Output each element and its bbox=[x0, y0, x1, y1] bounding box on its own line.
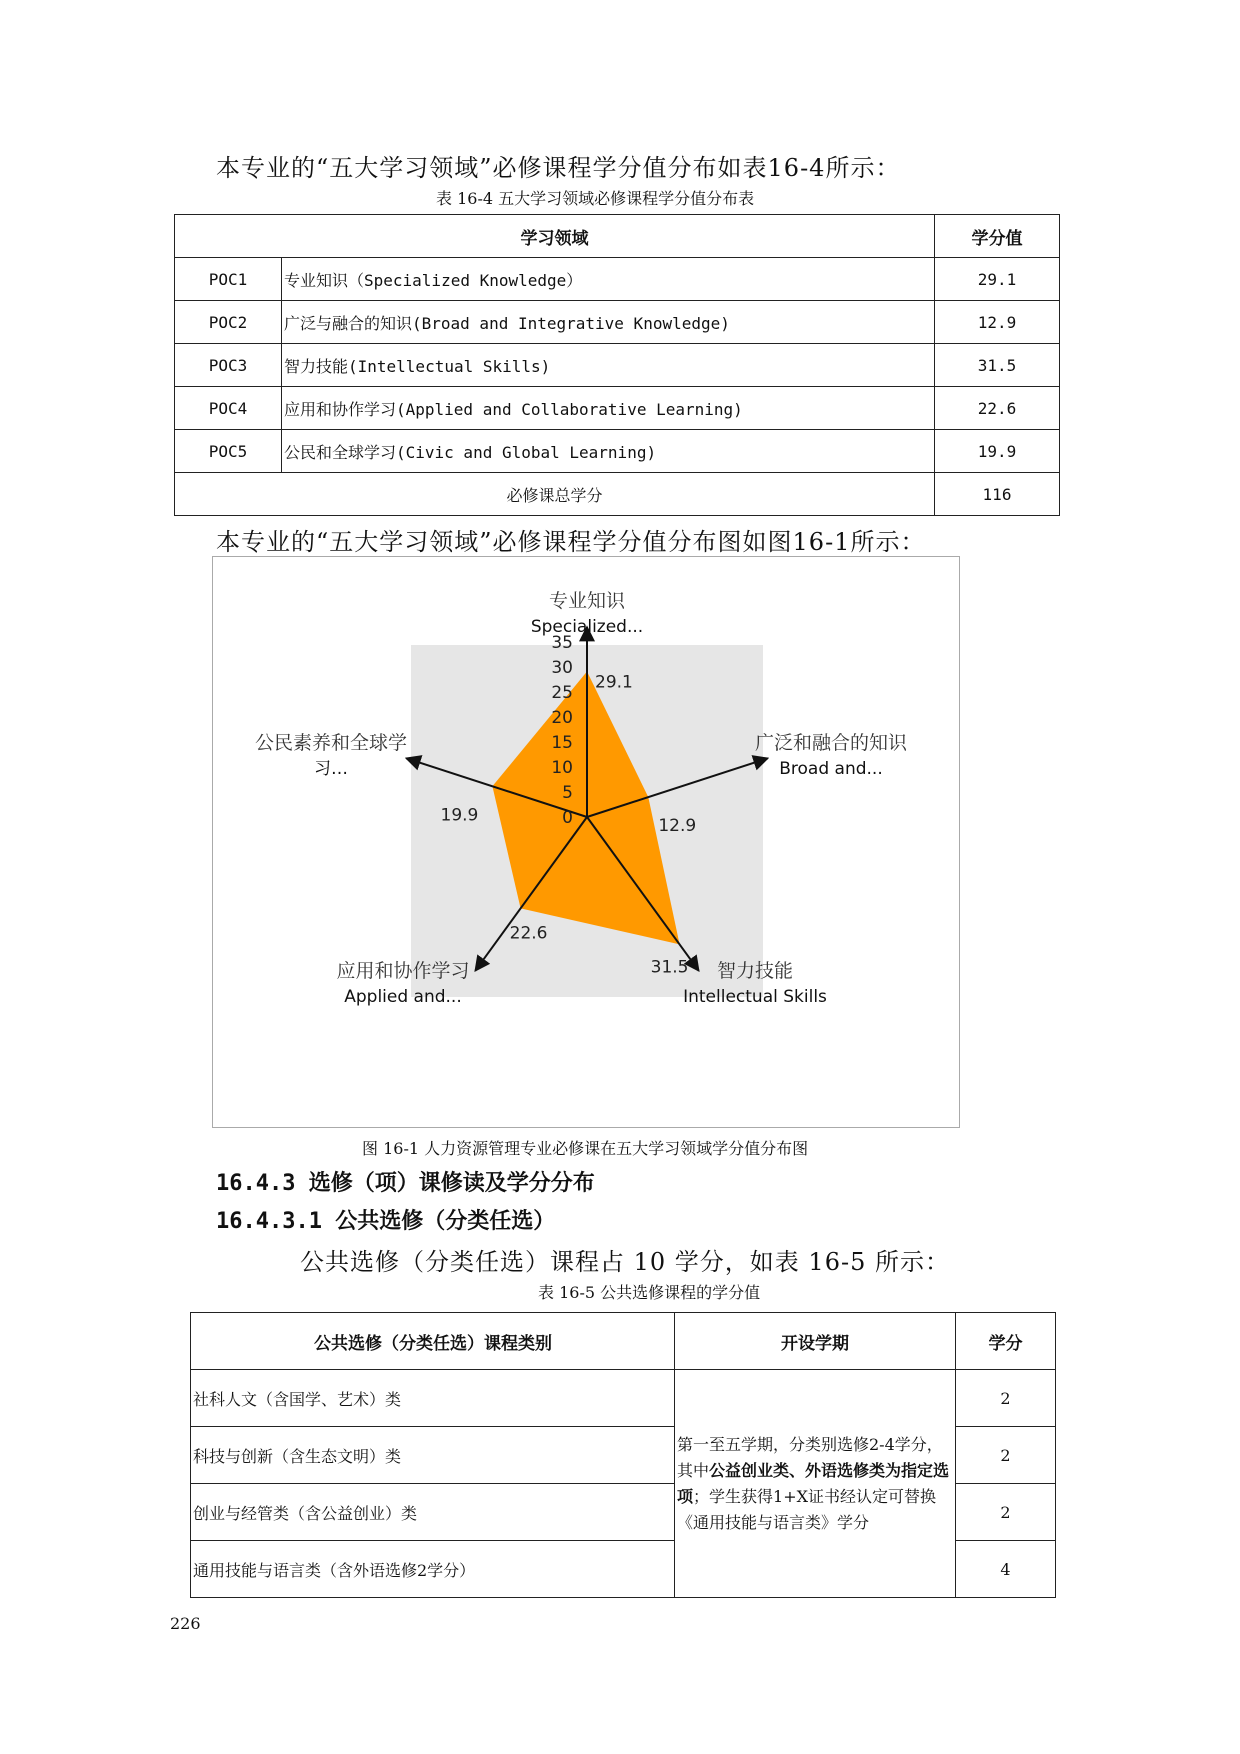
axis-label-cn: 广泛和融合的知识 bbox=[754, 732, 908, 754]
axis-label-en: Broad and... bbox=[779, 759, 883, 779]
tick-label: 35 bbox=[551, 633, 573, 653]
row-code: POC4 bbox=[175, 387, 282, 430]
table-header-row bbox=[191, 1313, 1056, 1370]
row-code: POC2 bbox=[175, 301, 282, 344]
header-value: 学分值 bbox=[935, 215, 1060, 258]
axis-label-en: 习… bbox=[314, 759, 348, 779]
table-row bbox=[175, 301, 1060, 344]
table-16-5 bbox=[190, 1312, 1056, 1598]
term-post: ；学生获得1+X证书经认定可替换《通用技能与语言类》学分 bbox=[677, 1486, 936, 1532]
row-area: 广泛与融合的知识(Broad and Integrative Knowledge) bbox=[282, 301, 935, 344]
table-16-4 bbox=[174, 214, 1060, 516]
header-term: 开设学期 bbox=[675, 1313, 956, 1370]
row-category: 创业与经管类（含公益创业）类 bbox=[191, 1484, 675, 1541]
row-category: 通用技能与语言类（含外语选修2学分） bbox=[191, 1541, 675, 1598]
value-label: 19.9 bbox=[440, 805, 479, 826]
tick-label: 25 bbox=[551, 683, 573, 703]
row-value: 31.5 bbox=[935, 344, 1060, 387]
intro-paragraph-1: 本专业的“五大学习领域”必修课程学分值分布如表16-4所示： bbox=[216, 154, 901, 182]
intro-paragraph-2: 本专业的“五大学习领域”必修课程学分值分布图如图16-1所示： bbox=[216, 528, 926, 556]
section-heading-16-4-3-1: 16.4.3.1 公共选修（分类任选） bbox=[216, 1209, 556, 1234]
row-credit: 2 bbox=[956, 1484, 1056, 1541]
total-label: 必修课总学分 bbox=[175, 473, 935, 516]
tick-label: 30 bbox=[551, 658, 573, 678]
row-area: 智力技能(Intellectual Skills) bbox=[282, 344, 935, 387]
page-number: 226 bbox=[170, 1614, 201, 1633]
row-value: 19.9 bbox=[935, 430, 1060, 473]
chart-frame bbox=[212, 556, 960, 1128]
row-credit: 4 bbox=[956, 1541, 1056, 1598]
radar-chart bbox=[213, 557, 959, 1127]
term-bold: 公益创业类、外语选修类为指定选项 bbox=[677, 1460, 950, 1506]
axis-label-cn: 专业知识 bbox=[548, 590, 626, 612]
row-area: 应用和协作学习(Applied and Collaborative Learning) bbox=[282, 387, 935, 430]
axis-label-cn: 应用和协作学习 bbox=[336, 960, 470, 982]
row-value: 22.6 bbox=[935, 387, 1060, 430]
total-value: 116 bbox=[935, 473, 1060, 516]
header-credit: 学分 bbox=[956, 1313, 1056, 1370]
table-16-5-caption: 表 16-5 公共选修课程的学分值 bbox=[538, 1283, 761, 1302]
row-category: 科技与创新（含生态文明）类 bbox=[191, 1427, 675, 1484]
table-row bbox=[191, 1370, 1056, 1427]
row-area: 公民和全球学习(Civic and Global Learning) bbox=[282, 430, 935, 473]
total-row bbox=[175, 473, 1060, 516]
value-label: 22.6 bbox=[509, 923, 548, 944]
tick-label: 5 bbox=[562, 783, 573, 803]
row-category: 社科人文（含国学、艺术）类 bbox=[191, 1370, 675, 1427]
row-value: 12.9 bbox=[935, 301, 1060, 344]
value-label: 31.5 bbox=[650, 957, 689, 978]
figure-16-1-caption: 图 16-1 人力资源管理专业必修课在五大学习领域学分值分布图 bbox=[362, 1139, 809, 1158]
value-label: 12.9 bbox=[658, 816, 697, 837]
term-cell bbox=[675, 1370, 956, 1598]
table-row bbox=[175, 344, 1060, 387]
axis-label-cn: 智力技能 bbox=[716, 960, 794, 982]
value-label: 29.1 bbox=[595, 672, 633, 693]
section-heading-16-4-3: 16.4.3 选修（项）课修读及学分分布 bbox=[216, 1171, 595, 1196]
header-area: 学习领域 bbox=[175, 215, 935, 258]
table-header-row bbox=[175, 215, 1060, 258]
row-value: 29.1 bbox=[935, 258, 1060, 301]
header-category: 公共选修（分类任选）课程类别 bbox=[191, 1313, 675, 1370]
axis-label-cn: 公民素养和全球学 bbox=[254, 732, 408, 754]
row-credit: 2 bbox=[956, 1427, 1056, 1484]
row-code: POC5 bbox=[175, 430, 282, 473]
table-16-4-caption: 表 16-4 五大学习领域必修课程学分值分布表 bbox=[436, 189, 755, 208]
tick-label: 20 bbox=[551, 708, 573, 728]
row-code: POC3 bbox=[175, 344, 282, 387]
row-code: POC1 bbox=[175, 258, 282, 301]
row-credit: 2 bbox=[956, 1370, 1056, 1427]
axis-label-en: Specialized... bbox=[530, 617, 644, 637]
row-area: 专业知识（Specialized Knowledge） bbox=[282, 258, 935, 301]
table-row bbox=[175, 258, 1060, 301]
intro-paragraph-3: 公共选修（分类任选）课程占 10 学分，如表 16-5 所示： bbox=[300, 1248, 950, 1276]
axis-label-en: Applied and... bbox=[344, 987, 462, 1007]
tick-label: 10 bbox=[551, 758, 573, 778]
tick-label: 0 bbox=[562, 808, 573, 828]
axis-label-en: Intellectual Skills bbox=[683, 987, 827, 1007]
table-row bbox=[175, 430, 1060, 473]
term-pre: 第一至五学期，分类别选修2-4学分，其中 bbox=[677, 1434, 943, 1480]
tick-label: 15 bbox=[551, 733, 573, 753]
table-row bbox=[175, 387, 1060, 430]
